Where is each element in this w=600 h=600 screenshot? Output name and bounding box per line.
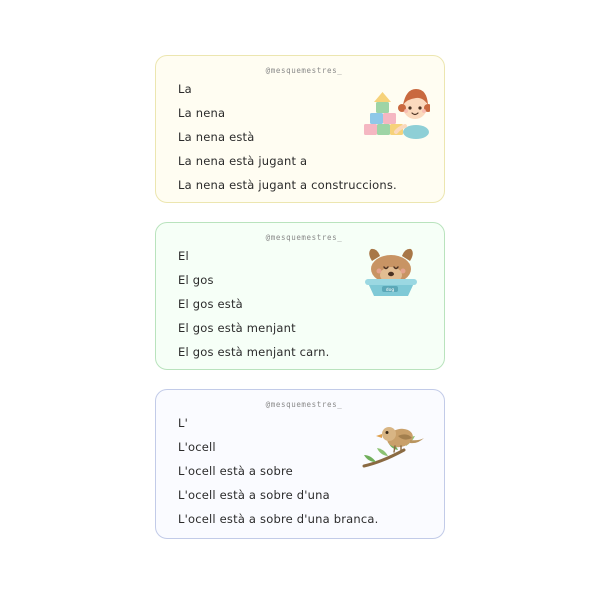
sentence-line: L'ocell	[178, 440, 216, 454]
sentence-line: La nena	[178, 106, 226, 120]
sentence-line: L'ocell està a sobre d'una branca.	[178, 512, 379, 526]
sentence-card-bird-branch	[155, 389, 445, 539]
sentence-line: La	[178, 82, 192, 96]
sentence-line: El gos està menjant	[178, 321, 296, 335]
sentence-line: El gos està	[178, 297, 243, 311]
sentence-line: El	[178, 249, 189, 263]
sentence-list	[178, 84, 430, 192]
sentence-list	[178, 251, 430, 359]
watermark-text: @mesquemestres_	[265, 233, 343, 242]
svg-text:dog: dog	[385, 288, 395, 293]
sentence-card-girl-blocks	[155, 55, 445, 203]
sentence-line: L'	[178, 416, 188, 430]
sentence-line: L'ocell està a sobre d'una	[178, 488, 330, 502]
sentence-line: La nena està jugant a	[178, 154, 308, 168]
sentence-line: El gos	[178, 273, 214, 287]
sentence-card-dog-eating	[155, 222, 445, 370]
sentence-line: La nena està	[178, 130, 255, 144]
watermark-text: @mesquemestres_	[265, 66, 343, 75]
sentence-line: El gos està menjant carn.	[178, 345, 330, 359]
sentence-line: L'ocell està a sobre	[178, 464, 293, 478]
sentence-list	[178, 418, 430, 526]
sentence-line: La nena està jugant a construccions.	[178, 178, 397, 192]
watermark-text: @mesquemestres_	[265, 400, 343, 409]
